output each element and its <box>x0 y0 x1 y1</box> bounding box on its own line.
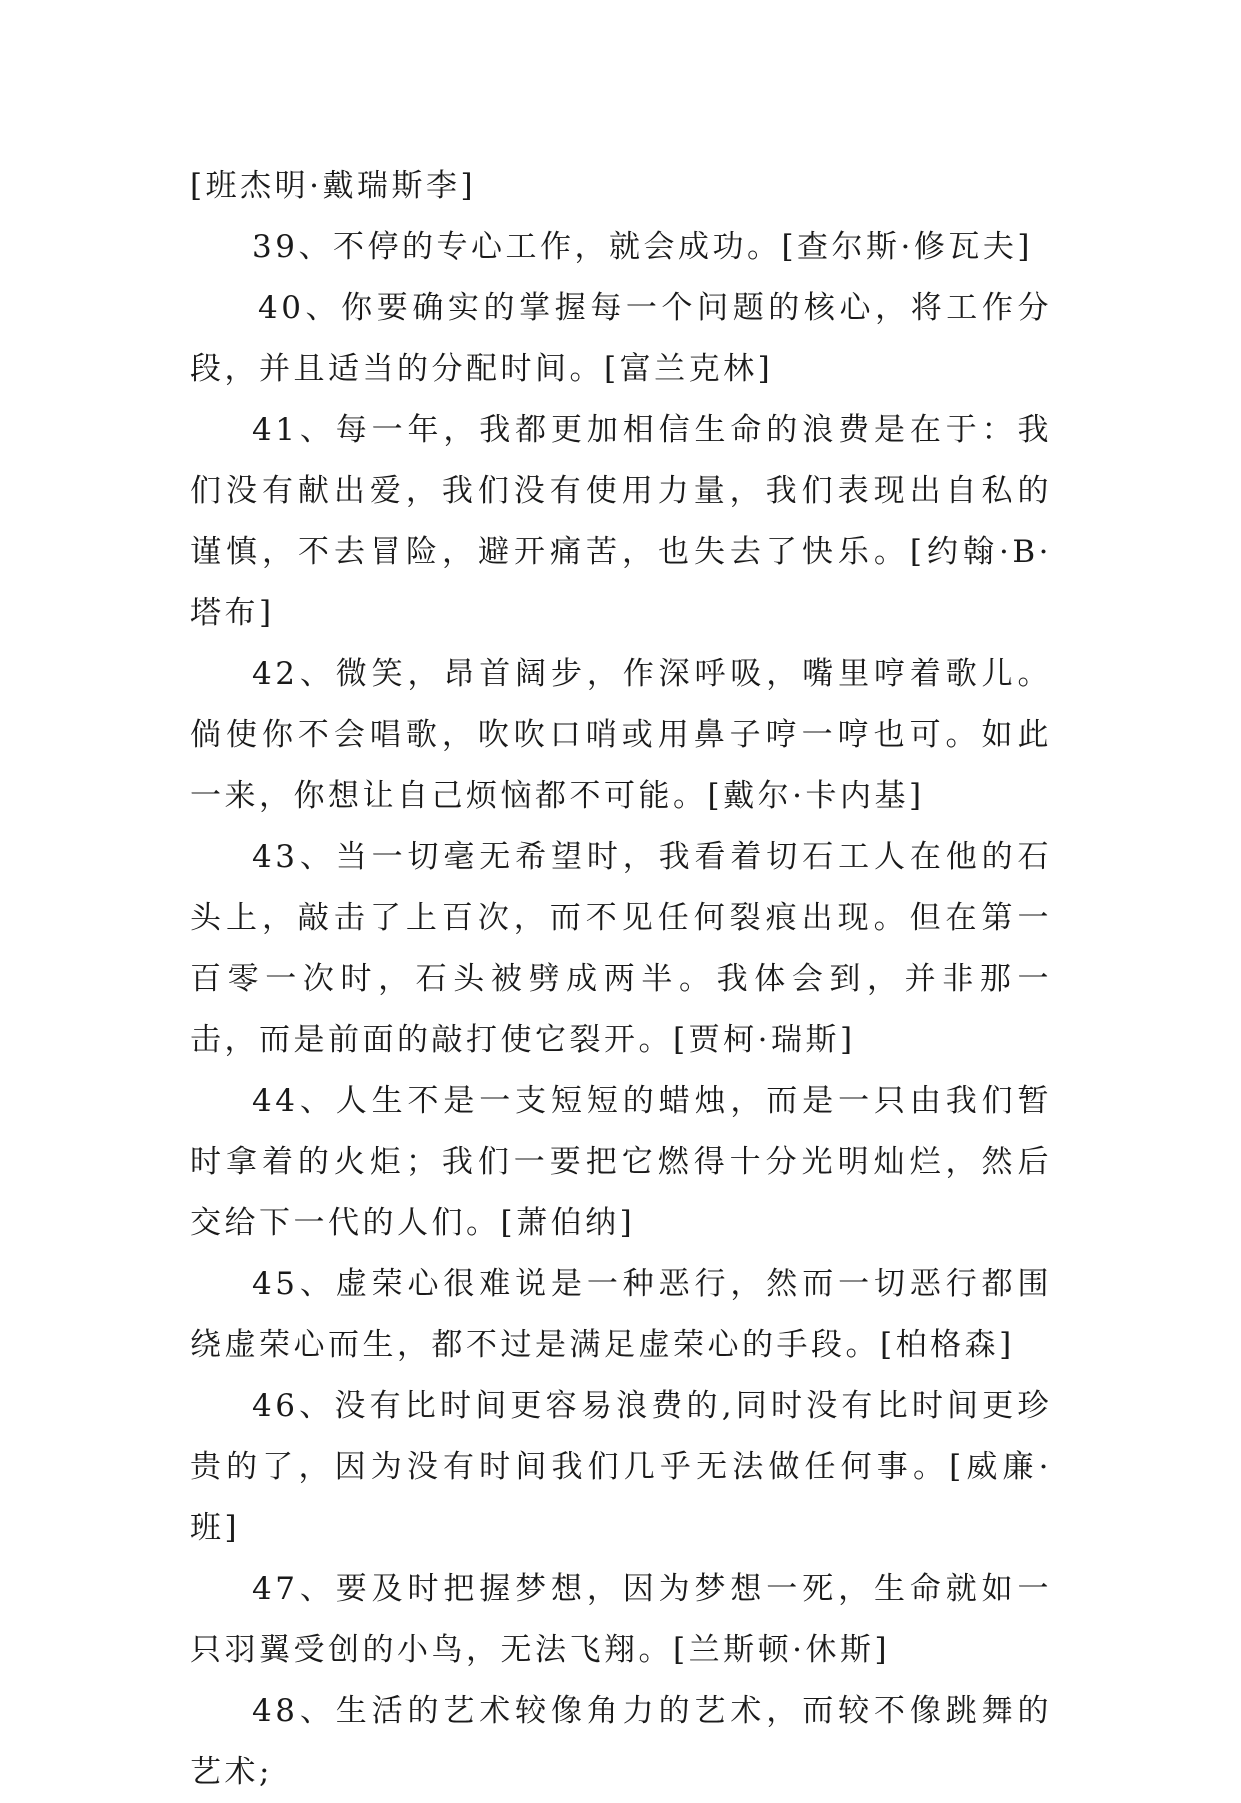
quote-paragraph-42: 42、微笑，昂首阔步，作深呼吸，嘴里哼着歌儿。倘使你不会唱歌，吹吹口哨或用鼻子哼一哼也可。如此一来，你想让自己烦恼都不可能。[戴尔·卡内基] <box>190 656 1052 814</box>
document-body <box>190 156 1052 1803</box>
quote-attribution-continued: [班杰明·戴瑞斯李] <box>190 168 477 204</box>
quote-paragraph-40: 40、你要确实的掌握每一个问题的核心，将工作分段，并且适当的分配时间。[富兰克林] <box>190 290 1052 387</box>
quote-paragraph-45: 45、虚荣心很难说是一种恶行，然而一切恶行都围绕虚荣心而生，都不过是满足虚荣心的手段。[柏格森] <box>190 1266 1052 1363</box>
quote-paragraph-43: 43、当一切毫无希望时，我看着切石工人在他的石头上，敲击了上百次，而不见任何裂痕出现。但在第一百零一次时，石头被劈成两半。我体会到，并非那一击，而是前面的敲打使它裂开。[贾柯·瑞斯] <box>190 839 1052 1058</box>
quote-paragraph-39: 39、不停的专心工作，就会成功。[查尔斯·修瓦夫] <box>252 229 1033 265</box>
quote-paragraph-47: 47、要及时把握梦想，因为梦想一死，生命就如一只羽翼受创的小鸟，无法飞翔。[兰斯顿·休斯] <box>190 1571 1052 1668</box>
quote-paragraph-41: 41、每一年，我都更加相信生命的浪费是在于：我们没有献出爱，我们没有使用力量，我们表现出自私的谨慎，不去冒险，避开痛苦，也失去了快乐。[约翰·B·塔布] <box>190 412 1052 631</box>
quote-paragraph-48: 48、生活的艺术较像角力的艺术，而较不像跳舞的艺术; <box>190 1693 1052 1790</box>
quote-paragraph-44: 44、人生不是一支短短的蜡烛，而是一只由我们暂时拿着的火炬；我们一要把它燃得十分光明灿烂，然后交给下一代的人们。[萧伯纳] <box>190 1083 1052 1241</box>
quote-paragraph-46: 46、没有比时间更容易浪费的,同时没有比时间更珍贵的了，因为没有时间我们几乎无法做任何事。[威廉·班] <box>190 1388 1052 1546</box>
